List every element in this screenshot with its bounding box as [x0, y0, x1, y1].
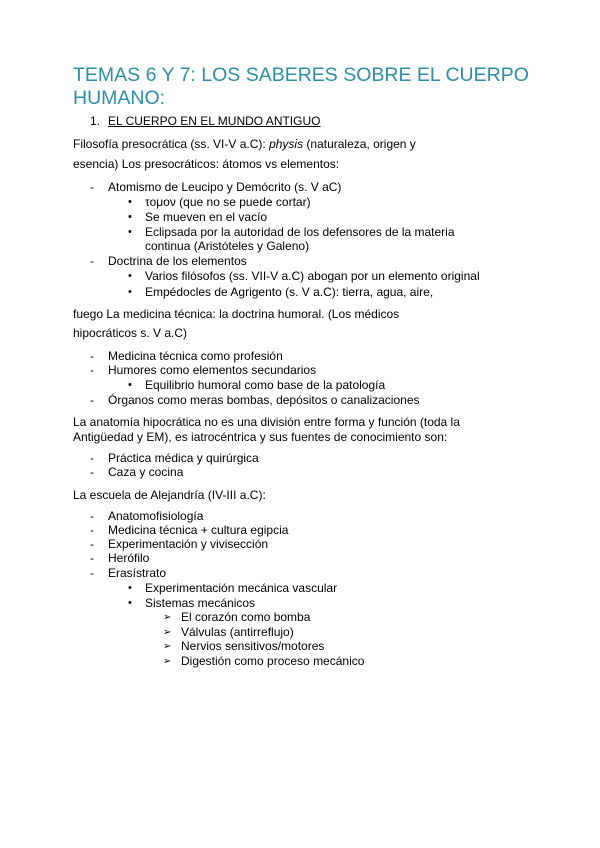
list-item: Órganos como meras bombas, depósitos o canalizaciones [108, 393, 420, 407]
list-item: Eclipsada por la autoridad de los defensores de la materia [145, 225, 455, 239]
list-item: Medicina técnica + cultura egipcia [108, 523, 289, 537]
text-segment: Filosofía presocrática (ss. VI-V a.C): [73, 137, 270, 151]
dash-marker: - [90, 393, 94, 407]
list-item: Se mueven en el vacío [145, 210, 268, 224]
bullet-marker: • [128, 597, 132, 609]
list-item: Nervios sensitivos/motores [181, 639, 325, 653]
bullet-marker: • [128, 582, 132, 594]
paragraph-humoral-line1: fuego La medicina técnica: la doctrina humoral. (Los médicos [73, 307, 400, 321]
dash-marker: - [90, 523, 94, 537]
arrow-bullet-icon: ➢ [163, 627, 172, 638]
list-item: El corazón como bomba [181, 610, 311, 624]
bullet-marker: • [128, 196, 132, 208]
list-item: Práctica médica y quirúrgica [108, 451, 259, 465]
list-item: Válvulas (antirreflujo) [181, 625, 294, 639]
list-item: Experimentación y vivisección [108, 537, 269, 551]
arrow-bullet-icon: ➢ [163, 641, 172, 652]
italic-term: physis [269, 137, 304, 151]
section-number: 1. [90, 114, 101, 128]
bullet-marker: • [128, 286, 132, 298]
paragraph-presocratic-line2: esencia) Los presocráticos: átomos vs elementos: [73, 157, 340, 171]
dash-marker: - [90, 254, 94, 268]
dash-marker: - [90, 537, 94, 551]
dash-marker: - [90, 566, 94, 580]
paragraph-alexandria: La escuela de Alejandría (IV-III a.C): [73, 488, 266, 502]
arrow-bullet-icon: ➢ [163, 656, 172, 667]
list-item: Equilibrio humoral como base de la patología [145, 378, 386, 392]
paragraph-presocratic-line1 [73, 137, 416, 152]
list-item: Sistemas mecánicos [145, 596, 256, 610]
list-item: Atomismo de Leucipo y Demócrito (s. V aC) [108, 180, 342, 194]
dash-marker: - [90, 349, 94, 363]
list-item: Medicina técnica como profesión [108, 349, 283, 363]
list-item: τομον (que no se puede cortar) [145, 195, 311, 209]
list-item: Herófilo [108, 551, 150, 565]
list-item: Digestión como proceso mecánico [181, 654, 365, 668]
arrow-bullet-icon: ➢ [163, 612, 172, 623]
bullet-marker: • [128, 211, 132, 223]
paragraph-anatomy-line1: La anatomía hipocrática no es una división entre forma y función (toda la [73, 415, 460, 429]
dash-marker: - [90, 180, 94, 194]
list-item: Varios filósofos (ss. VII-V a.C) abogan por un elemento original [145, 269, 480, 283]
paragraph-anatomy-line2: Antigüedad y EM), es iatrocéntrica y sus fuentes de conocimiento son: [73, 430, 448, 444]
dash-marker: - [90, 509, 94, 523]
dash-marker: - [90, 551, 94, 565]
list-item: Humores como elementos secundarios [108, 363, 317, 377]
bullet-marker: • [128, 270, 132, 282]
bullet-marker: • [128, 226, 132, 238]
list-item-continuation: continua (Aristóteles y Galeno) [145, 239, 310, 253]
list-item: Empédocles de Agrigento (s. V a.C): tierra, agua, aire, [145, 285, 434, 299]
bullet-marker: • [128, 379, 132, 391]
dash-marker: - [90, 465, 94, 479]
page-title: TEMAS 6 Y 7: LOS SABERES SOBRE EL CUERPO HUMANO: [73, 64, 529, 109]
section-heading: EL CUERPO EN EL MUNDO ANTIGUO [108, 114, 321, 128]
paragraph-humoral-line2: hipocráticos s. V a.C) [73, 326, 188, 340]
list-item: Erasístrato [108, 566, 167, 580]
list-item: Doctrina de los elementos [108, 254, 247, 268]
list-item: Experimentación mecánica vascular [145, 581, 338, 595]
list-item: Caza y cocina [108, 465, 184, 479]
dash-marker: - [90, 451, 94, 465]
dash-marker: - [90, 363, 94, 377]
text-segment: (naturaleza, origen y [303, 137, 416, 151]
list-item: Anatomofisiología [108, 509, 204, 523]
